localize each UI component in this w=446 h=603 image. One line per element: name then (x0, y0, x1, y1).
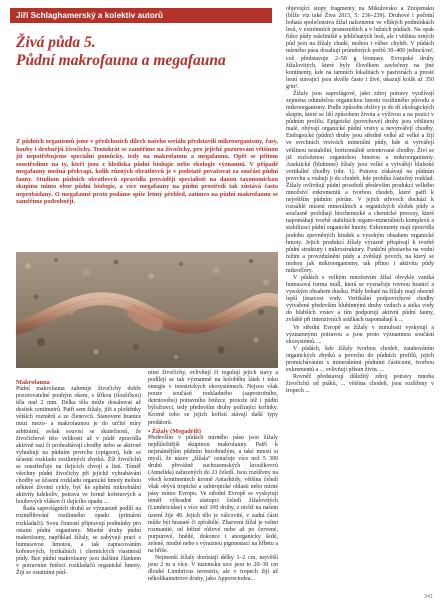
column-2 (148, 370, 278, 583)
earthworm-image (16, 252, 278, 368)
lead-paragraph: Z půdních organismů jsme v předchozích dílech našeho seriálu představili mikroorganismy, řasy, houby i drobnější živočichy. Tentokrát se zaměříme na živočichy, pro jejichž pozorování většinou již nepotřebujeme speciální pomůcky, tedy na makrofaunu a megafaunu. Opět se přitom soustředíme na ty, kteří jsou z hlediska půdní biologie nebo ekologie významní. V případě megafauny možná překvapí, kolik různých obratlovců je v podstatě považovat za součást půdní fauny. Studium půdních obratlovců zpravidla provádějí specialisté na danou taxonomickou skupinu mimo obor půdní biologie, a více megafauny na půdní prostředí tak zůstává často neprobádaný. O megafauně proto podáme spíše letmý přehled, zatímco na půdní makrofaunu se zaměříme podrobněji. (16, 138, 278, 206)
column-3 (286, 6, 434, 395)
paragraph: Především v půdách mírného pásu jsou žížaly nejdůležitější skupinou makrofauny. Patří k nejznámějším půdním bezobratlým, a také mnozí si myslí, že název „žížala“ označuje více než 5 300 druhů převážně suchozemských kroužkovců (Annelida) zařazených do 23 čeledí. Jsou rozšířeny na všech kontinentech kromě Antarktidy, většina čeledí však obývá tropické a subtropické oblasti nebo mírné pásy mimo Evropu. Ve střední Evropě se vyskytují téměř výhradně zástupci čeledi žížalovitých (Lumbricidae) s více než 100 druhy, z nichž na našem území žije 49. Jejich tělo je válcovité, v zadní části může být hranaté či zploštělé. Zbarvení žížal je velmi rozmanité, od běžné růžové nebo až po červené, purpurové, hnědé, dokonce i anorganicky šedé, zelené, modré nebo s výraznou pigmentací na hřbetu a na břiše. (148, 434, 278, 554)
paragraph: V půdách, kde žížaly tvorbou chodeb, zatahováním organických zbytků a povrchu do půdních profilů, jejich promícháváním s minerálními půdními částicemi, tvorbou exkrementů a ... ovlivňují přísun živin. ... (286, 345, 434, 373)
paragraph: Rovněž představují důležitý zdroj potravy mnoha živočichů od ptáků, ... většina chodeb, jsou rozšířeny v tropech ... (286, 374, 434, 395)
section-heading-makrofauna: Makrofauna (16, 379, 50, 386)
paragraph: Ve střední Evropě se žížaly v minulosti vyskytují a významnými potravou a jsou proto významnou součástí ekosystémů. ... (286, 324, 434, 345)
paragraph: ními živočichy, ovlivňují či regulují jejich stavy a podílejí se tak významně na koloběhu látek i toku energie v terestrických ekosystémech. Nejsou však pouze součástí rozkladného (saprotrofního, detritového) potravního řetězce, protože též i půdní býložravci, tedy především druhy požírající kořínky. Kromě toho se jejich kořistí stávají další typy predátorů. (148, 370, 278, 426)
article-title (16, 34, 278, 69)
authors-banner: Jiří Schlaghamerský a kolektiv autorů (10, 8, 272, 23)
earthworm-photo (16, 252, 278, 368)
paragraph: Nejmenší žížaly dorůstají délky 1–2 cm, největší jsou 2 m a více. V tuzemsku sice jsou to 20–30 cm dlouhé Lumbricus terrestris, ale v tropech žijí až několikametrové druhy, jako Apporectodea... (148, 555, 278, 583)
page-number: 341 (424, 594, 434, 600)
paragraph: Řada saprofágních druhů se významně podílí na rozmělňování rostlinného opadu (primární rozkladači). Svou činností připravují podmínky pro ostatní půdní organismy. Mnohé druhy půdní makrofauny, například žížaly, se zabývají prací s humusovou hmotou, a tak zapracováním kořenových, fyzikálních i chemických vlastností půdy. Bez půdní makrofauny jsou dalšími článkem v potravním řetězci rozkladačů organické hmoty. Žijí se ostatními půd- (16, 506, 141, 577)
title-line-1: Živá půda 5. (16, 34, 96, 51)
title-line-2: Půdní makrofauna a megafauna (16, 51, 226, 69)
paragraph: objevující stopy fragmenty na Mikulovsku a Znojemsku (blíže viz také Živa 2015, 5: 236–239). Druhové i početní bohatá společenstva žížal nalezneme ve vlhkých podmínkách lesů, v extrémních prameništích a v lužních půdách. Na opak řídce půdy rašeliniště a jehličnatých lesů, ale i většina orných půd jsou na žížaly chudé, mohou i vůbec chybět. V půdách mírného pásu dosahují průměrných počtů 30–400 jedinců/m², což představuje 2–50 g biomasy. Evropské druhy žížalovitých, které byly člověkem zavlečeny na jiné kontinenty, kde na tamních lokalitách v pastvinách a prosté lesní stávající jsou skvěle často i živé, ukazují kolik až 350 g/m². (286, 6, 434, 90)
paragraph: Půdní makrofauna zahrnuje živočichy dobře pozorovatelné pouhým okem, s šířkou (tloušťkou) těla nad 2 mm. Délka těla může dosahovat až desítek centimetrů. Patří sem žížaly, jíži a ploštěnky větších rozměrů a ze členovců. Stanovení hranice mezi mezo- a makrofaunou je do určité míry arbitrární, avšak souvisí se skutečností, že živočichové této velikosti až v půdě zpravidla aktivně razí či prohrabávají chodby nebo se aktivně vyhrabují na půdním povrchu (epigeon), kde se účastní rozkladu rostlinných zbytků. Žíž živočichů se soustřeďuje na tlejících chvojí a listí. Téměř všechny půdní živočichy při jejichž vyhrabávání chodby se účastní rozkladu organické hmoty mohou některé životní cykly, byť ke splnění mikrobiální aktivity kdekoliv, potrava ve formě kořenových a houbových vláken či tlejícího opadu ... (16, 386, 141, 506)
column-1 (16, 378, 141, 577)
section-heading-zizaly: ▪ Žížaly (Megadrili) (148, 427, 201, 435)
paragraph: V půdách s velkým množstvím žížal obvykle vzniká humusová forma mull, která se vyznačuje rovnou hranicí a vysokým obsahem dusíku. Půdy bohaté na žížaly mají obecně lepší jímavost vody. Vertikální podpovrchové chodby vytvářené především hlubinnými druhy vzduch a stéka vody do hlubších vrstev a tím podporují aktivní půdní fauny, zvláště při intenzivních srážkách napomáhají k ... (286, 274, 434, 324)
paragraph: Žížaly jsou saprofágové, jako zdroj potravy využívají zejména odumřelou organickou hmotu rostlinného původu a mikroorganismy. Podle způsobu obživy je do tří ekologických skupin, které se liší způsobem života a výživou a na pozici v půdním profilu. Epigeické (povrchové) druhy jsou většinou malé, obývají organické půdní vrstvy a nevytvářejí chodby. Endogeické (půdní) druhy jsou středně velké až velké a žijí ve svrchních vrstvách minerální půdy, kde si vytvářejí většinou nestabilní, horizontálně orientované chodby. Živí se již rozloženou organickou hmotou a mikroorganismy. Anektické (hlubinné) žížaly jsou velké a vytvářejí hluboké vertikální chodby (obr. 1). Potravu získávají na půdním povrchu a vtahují ji do chodeb, kde probíhá částečný rozklad. Žížaly ovlivňují půdní prostředí především produkcí velkého množství exkrementů a tvorbou chodeb, které patří k největším půdním pórům. V jejich střevech dochází k rozsáhlé mísení minerálních a organických složek půdy a současně probíhají biochemické a chemické procesy, které napomáhají tvorbě stabilních organo-minerálních komplexů a stabilizaci půdní organické hmoty. Exkrementy mají zpravidla podobu zpevněných hrudek a vysokým obsahem organické hmoty. Jejich produkcí žížaly výrazně přispívají k tvorbě půdní struktury i mikrostruktury. Funkční přestavba na vodní režim a provzdušnění půdy a zvětšují povrch, na který se mohou jak mikroorganismy, tak přímo i aktivitu půdy mikroflóry. (286, 90, 434, 274)
